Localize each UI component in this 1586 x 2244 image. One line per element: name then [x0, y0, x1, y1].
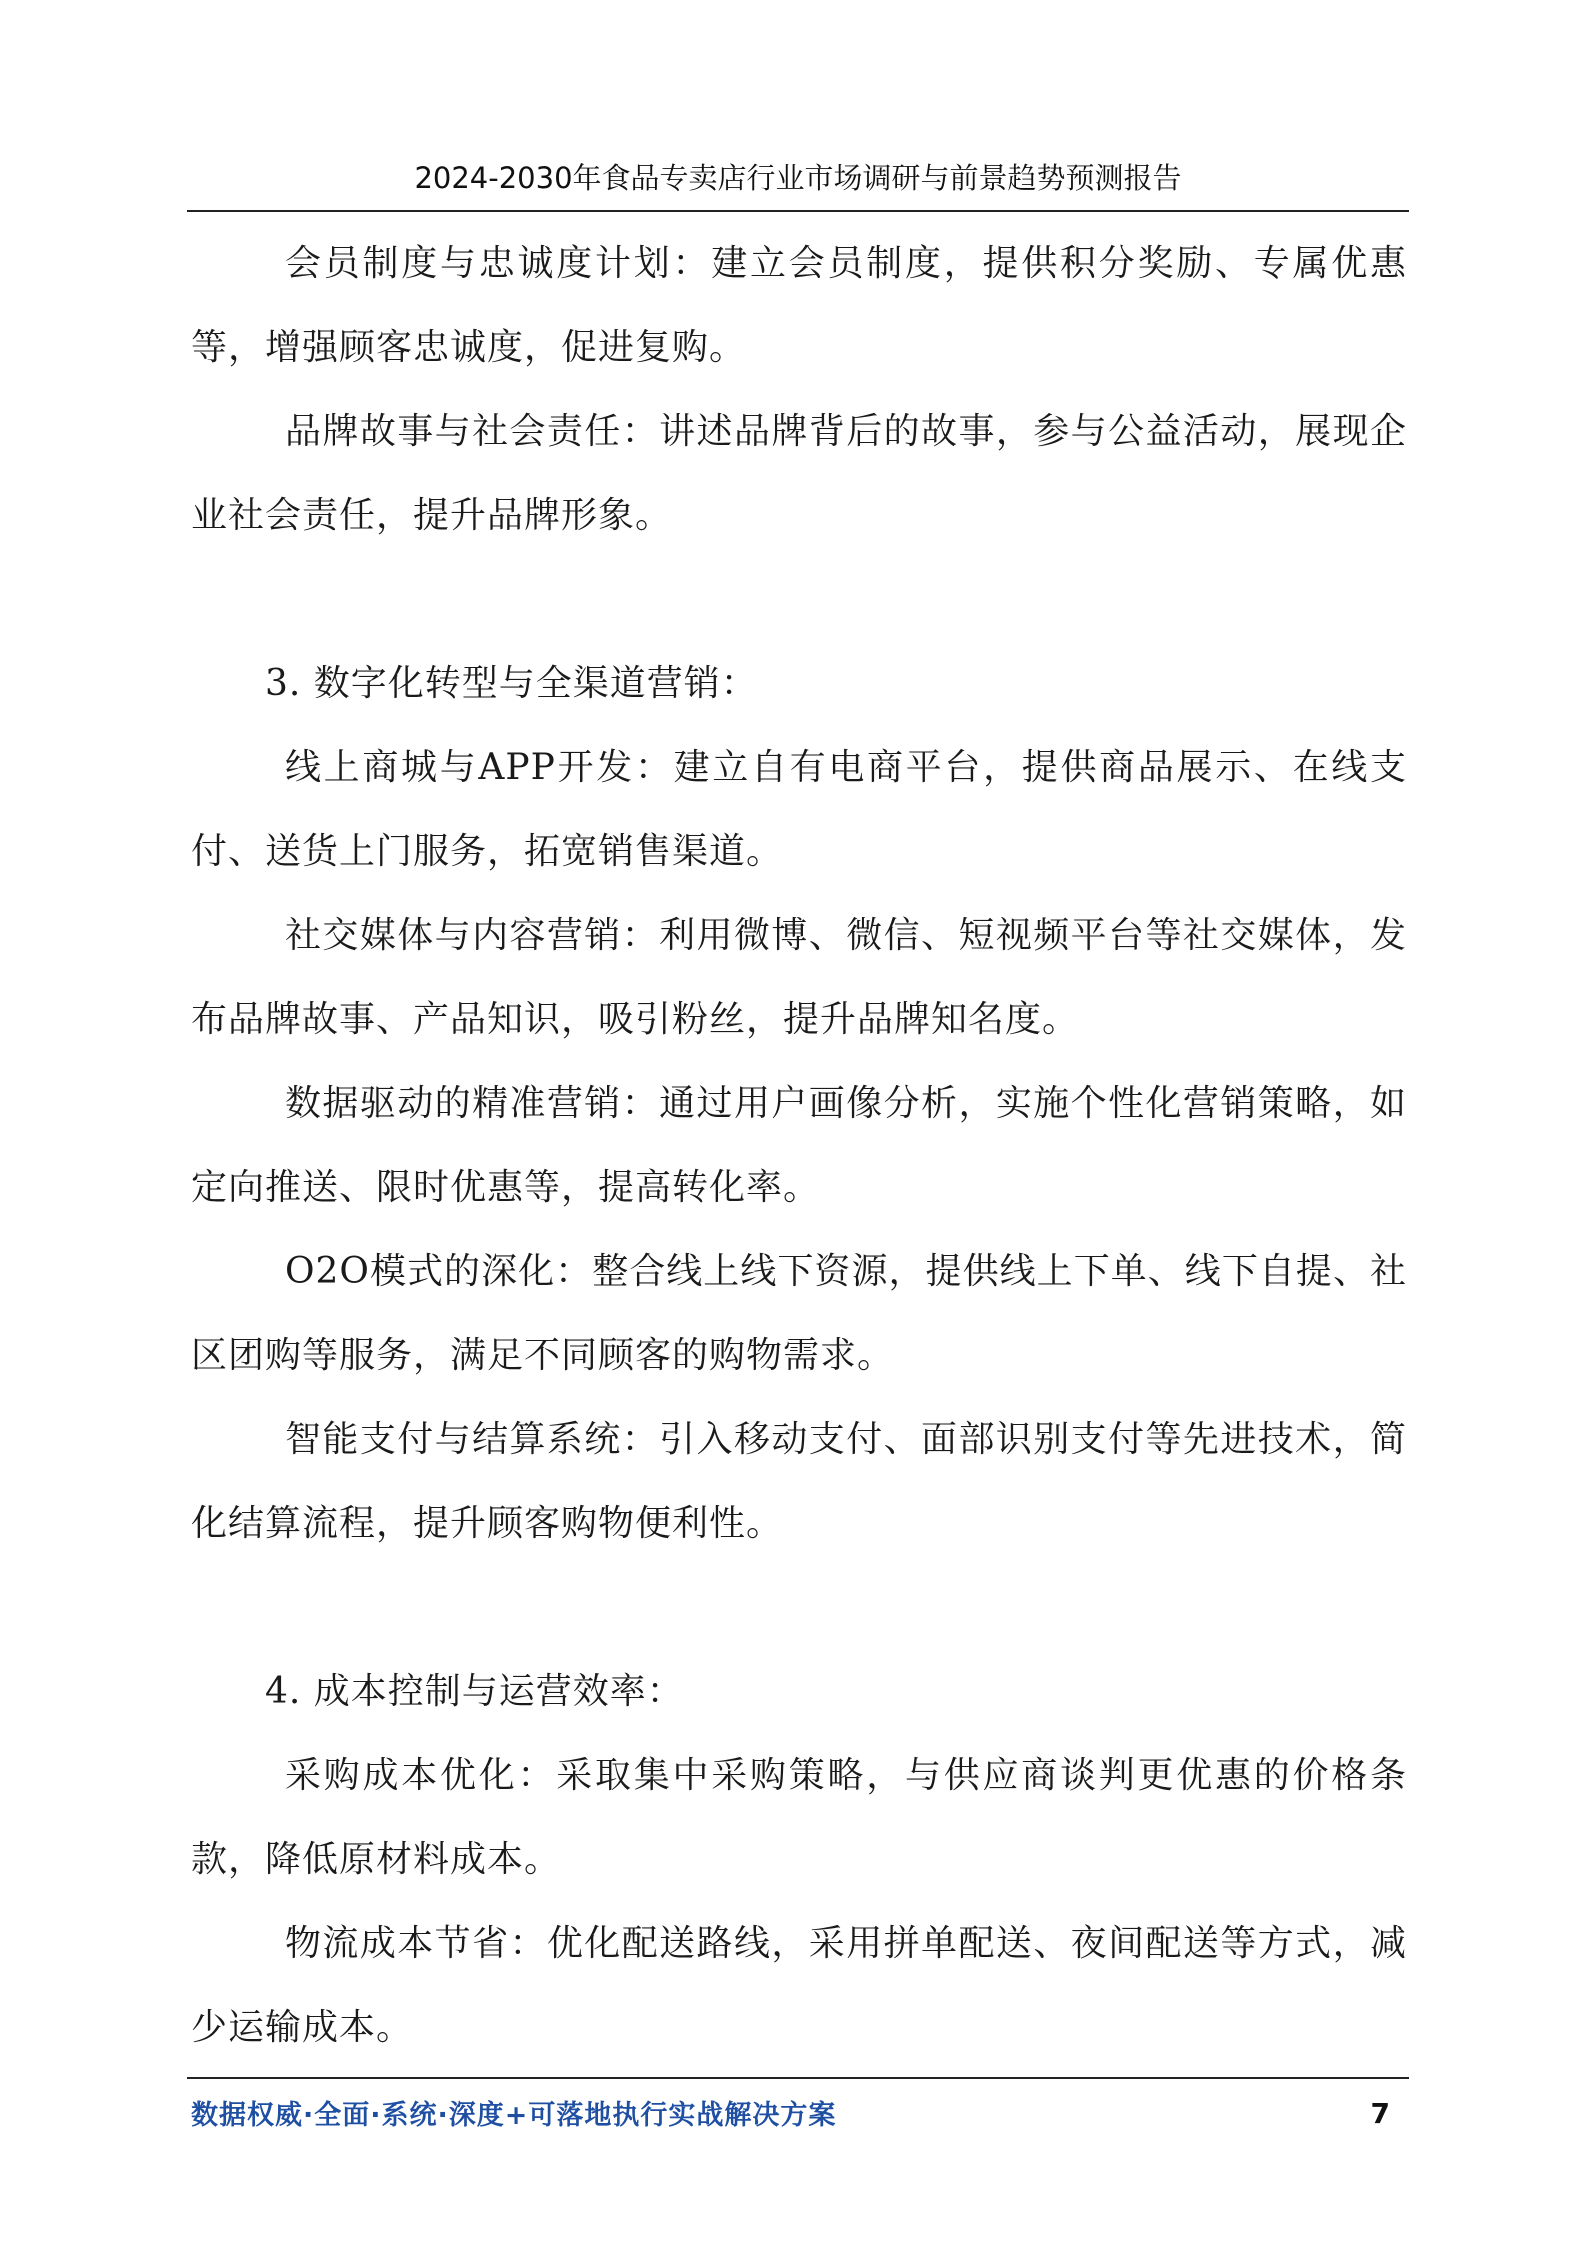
footer-divider: [187, 2077, 1409, 2079]
section-heading-cost: 4. 成本控制与运营效率：: [265, 1671, 684, 1712]
paragraph-smart-payment: 智能支付与结算系统：引入移动支付、面部识别支付等先进技术，简化结算流程，提升顾客购物便利性。: [191, 1419, 1407, 1544]
footer-slogan: 数据权威·全面·系统·深度+可落地执行实战解决方案: [191, 2100, 837, 2131]
paragraph-brand-story: 品牌故事与社会责任：讲述品牌背后的故事，参与公益活动，展现企业社会责任，提升品牌形象。: [191, 411, 1407, 536]
paragraph-procurement: 采购成本优化：采取集中采购策略，与供应商谈判更优惠的价格条款，降低原材料成本。: [191, 1755, 1407, 1880]
paragraph-logistics: 物流成本节省：优化配送路线，采用拼单配送、夜间配送等方式，减少运输成本。: [191, 1923, 1407, 2048]
paragraph-social-media: 社交媒体与内容营销：利用微博、微信、短视频平台等社交媒体，发布品牌故事、产品知识，吸引粉丝，提升品牌知名度。: [191, 915, 1407, 1040]
document-body: [191, 222, 1407, 2070]
paragraph-o2o: O2O模式的深化：整合线上线下资源，提供线上下单、线下自提、社区团购等服务，满足不同顾客的购物需求。: [191, 1251, 1407, 1376]
section-heading-digital: 3. 数字化转型与全渠道营销：: [265, 663, 758, 704]
paragraph-online-mall: 线上商城与APP开发：建立自有电商平台，提供商品展示、在线支付、送货上门服务，拓宽销售渠道。: [191, 747, 1407, 872]
paragraph-data-marketing: 数据驱动的精准营销：通过用户画像分析，实施个性化营销策略，如定向推送、限时优惠等，提高转化率。: [191, 1083, 1407, 1208]
page-number: 7: [1370, 2097, 1390, 2130]
section-spacer: [191, 1566, 1407, 1650]
report-title: 2024-2030年食品专卖店行业市场调研与前景趋势预测报告: [414, 161, 1182, 195]
paragraph-membership: 会员制度与忠诚度计划：建立会员制度，提供积分奖励、专属优惠等，增强顾客忠诚度，促进复购。: [191, 243, 1407, 368]
section-spacer: [191, 558, 1407, 642]
header-divider: [187, 210, 1409, 212]
